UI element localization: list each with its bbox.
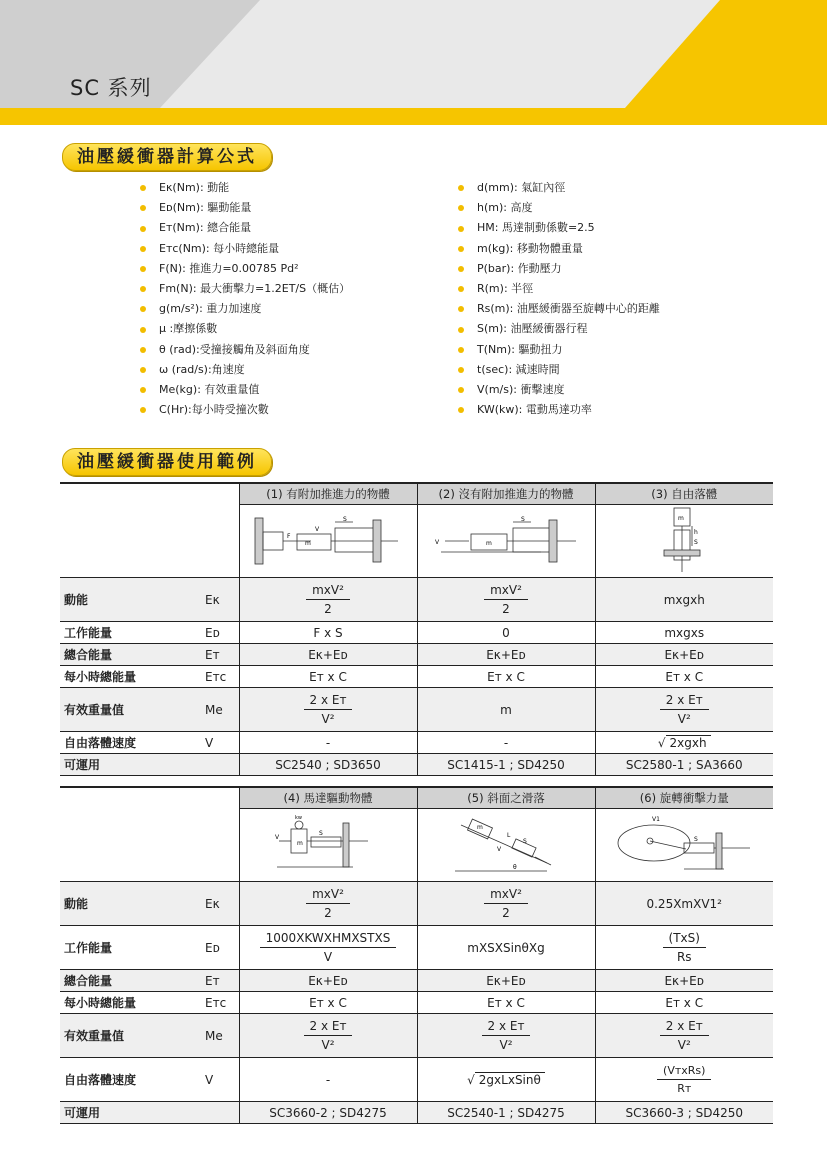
definition-text: ω (rad/s):角速度	[159, 362, 245, 376]
svg-text:S: S	[694, 835, 699, 843]
definition-text: C(Hr):每小時受撞次數	[159, 403, 269, 417]
t2-use-3: SC3660-3 ; SD4250	[595, 1102, 773, 1124]
definition-item	[458, 218, 660, 238]
t2-me-3: $\frac{\text{2 x Eᴛ}}{\text{V²}}$	[595, 1014, 773, 1058]
t2-me-1: $\frac{\text{2 x Eᴛ}}{\text{V²}}$	[239, 1014, 417, 1058]
row-label-me: 有效重量值	[60, 688, 200, 732]
bullet-icon	[458, 205, 464, 211]
svg-text:m: m	[678, 514, 685, 522]
t1-et-2: Eκ+Eᴅ	[417, 644, 595, 666]
t2-etc-2: Eᴛ x C	[417, 992, 595, 1014]
case-1-header: (1) 有附加推進力的物體	[239, 483, 417, 505]
row-label-ed: 工作能量	[60, 622, 200, 644]
bullet-icon	[140, 185, 146, 191]
formula-table-2	[60, 786, 773, 1124]
definition-item	[458, 239, 660, 259]
svg-text:S: S	[343, 515, 347, 523]
bullet-icon	[140, 286, 146, 292]
t2-etc-1: Eᴛ x C	[239, 992, 417, 1014]
page-header	[0, 0, 827, 125]
svg-text:m: m	[305, 539, 311, 547]
svg-text:h: h	[694, 528, 699, 536]
t2-ed-1: $\frac{\text{1000XKWXHMXSTXS}}{V}$	[239, 926, 417, 970]
t2-v-1: -	[239, 1058, 417, 1102]
definition-text: HM: 馬達制動係數=2.5	[477, 221, 595, 235]
bullet-icon	[140, 407, 146, 413]
definition-text: F(N): 推進力=0.00785 Pd²	[159, 261, 299, 275]
t2-me-2: $\frac{\text{2 x Eᴛ}}{\text{V²}}$	[417, 1014, 595, 1058]
t2-v-3: $\frac{\text{(VᴛxRs)}}{\text{Rᴛ}}$	[595, 1058, 773, 1102]
bullet-icon	[458, 327, 464, 333]
row-label-et-2: 總合能量	[60, 970, 200, 992]
definition-item	[140, 380, 350, 400]
t2-ed-2: mXSXSinθXg	[417, 926, 595, 970]
row-label-use-2: 可運用	[60, 1102, 200, 1124]
bullet-icon	[140, 367, 146, 373]
definition-text: Fm(N): 最大衝擊力=1.2ET/S（概估）	[159, 282, 351, 296]
row-sym-et-2: Eᴛ	[200, 970, 239, 992]
definition-item	[458, 380, 660, 400]
t2-et-2: Eκ+Eᴅ	[417, 970, 595, 992]
t1-ed-3: mxgxs	[595, 622, 773, 644]
svg-text:L: L	[507, 831, 511, 839]
definition-item	[140, 178, 350, 198]
svg-text:V: V	[315, 525, 320, 533]
t2-ek-3: 0.25XmXV1²	[595, 882, 773, 926]
bullet-icon	[458, 185, 464, 191]
bullet-icon	[458, 226, 464, 232]
definition-text: m(kg): 移動物體重量	[477, 241, 583, 255]
definition-item	[140, 259, 350, 279]
svg-text:V: V	[497, 845, 502, 853]
definition-text: Eᴅ(Nm): 驅動能量	[159, 201, 252, 215]
row-sym-et: Eᴛ	[200, 644, 239, 666]
case-5-diagram	[417, 809, 595, 882]
definition-item	[458, 178, 660, 198]
definition-item	[140, 360, 350, 380]
t1-v-1: -	[239, 732, 417, 754]
svg-text:S: S	[521, 515, 525, 523]
bullet-icon	[140, 347, 146, 353]
definition-item	[458, 198, 660, 218]
t1-ed-2: 0	[417, 622, 595, 644]
t1-etc-3: Eᴛ x C	[595, 666, 773, 688]
case-1-diagram	[239, 505, 417, 578]
section-title-examples: 油壓緩衝器使用範例	[62, 448, 272, 476]
t1-use-3: SC2580-1 ; SA3660	[595, 754, 773, 776]
bullet-icon	[458, 286, 464, 292]
definition-text: V(m/s): 衝擊速度	[477, 383, 565, 397]
definition-text: Eκ(Nm): 動能	[159, 181, 230, 194]
t1-et-1: Eκ+Eᴅ	[239, 644, 417, 666]
svg-text:V: V	[275, 833, 280, 841]
definition-text: Rs(m): 油壓緩衝器至旋轉中心的距離	[477, 302, 660, 316]
case-4-diagram	[239, 809, 417, 882]
definition-text: S(m): 油壓緩衝器行程	[477, 322, 588, 336]
definition-item	[458, 340, 660, 360]
bullet-icon	[458, 306, 464, 312]
t2-et-1: Eκ+Eᴅ	[239, 970, 417, 992]
svg-text:V: V	[435, 538, 440, 546]
t2-use-2: SC2540-1 ; SD4275	[417, 1102, 595, 1124]
row-label-use: 可運用	[60, 754, 200, 776]
t2-ek-2: $\frac{\text{mxV²}}{2}$	[417, 882, 595, 926]
case-6-header: (6) 旋轉衝擊力量	[595, 787, 773, 809]
svg-text:kw: kw	[295, 814, 302, 821]
case-5-header: (5) 斜面之滑落	[417, 787, 595, 809]
row-sym-me: Me	[200, 688, 239, 732]
definitions-right	[458, 178, 660, 420]
header-background	[0, 0, 827, 125]
t2-etc-3: Eᴛ x C	[595, 992, 773, 1014]
row-sym-ed-2: Eᴅ	[200, 926, 239, 970]
t1-me-3: $\frac{\text{2 x Eᴛ}}{\text{V²}}$	[595, 688, 773, 732]
definition-item	[458, 319, 660, 339]
row-label-me-2: 有效重量值	[60, 1014, 200, 1058]
definition-item	[140, 319, 350, 339]
row-label-etc: 每小時總能量	[60, 666, 200, 688]
section-title-formulas: 油壓緩衝器計算公式	[62, 143, 272, 171]
t1-etc-1: Eᴛ x C	[239, 666, 417, 688]
t1-ek-2: $\frac{\text{mxV²}}{2}$	[417, 578, 595, 622]
definition-item	[140, 299, 350, 319]
svg-text:θ: θ	[513, 863, 517, 871]
formula-table-1	[60, 482, 773, 776]
case-2-diagram	[417, 505, 595, 578]
definition-text: Eᴛᴄ(Nm): 每小時總能量	[159, 241, 280, 255]
svg-text:m: m	[486, 539, 492, 547]
t1-me-2: m	[417, 688, 595, 732]
row-label-v: 自由落體速度	[60, 732, 200, 754]
svg-text:S: S	[319, 829, 323, 837]
t2-ek-1: $\frac{\text{mxV²}}{2}$	[239, 882, 417, 926]
bullet-icon	[458, 347, 464, 353]
t1-me-1: $\frac{\text{2 x Eᴛ}}{\text{V²}}$	[239, 688, 417, 732]
definition-text: KW(kw): 電動馬達功率	[477, 403, 592, 417]
bullet-icon	[140, 387, 146, 393]
t1-etc-2: Eᴛ x C	[417, 666, 595, 688]
row-sym-ek: Eκ	[200, 578, 239, 622]
case-6-diagram	[595, 809, 773, 882]
row-sym-v: V	[200, 732, 239, 754]
row-sym-ek-2: Eκ	[200, 882, 239, 926]
row-label-etc-2: 每小時總能量	[60, 992, 200, 1014]
definition-item	[458, 299, 660, 319]
definition-text: P(bar): 作動壓力	[477, 261, 562, 275]
definition-item	[140, 239, 350, 259]
definition-text: Me(kg): 有效重量值	[159, 383, 260, 397]
bullet-icon	[458, 387, 464, 393]
bullet-icon	[458, 367, 464, 373]
definition-text: h(m): 高度	[477, 201, 533, 215]
definition-text: Eᴛ(Nm): 總合能量	[159, 221, 252, 235]
definitions-left	[140, 178, 350, 420]
case-3-diagram	[595, 505, 773, 578]
definition-item	[458, 259, 660, 279]
t2-ed-3: $\frac{\text{(TxS)}}{Rs}$	[595, 926, 773, 970]
definition-item	[140, 198, 350, 218]
t1-et-3: Eκ+Eᴅ	[595, 644, 773, 666]
t2-use-1: SC3660-2 ; SD4275	[239, 1102, 417, 1124]
definition-item	[140, 279, 350, 299]
t1-v-3: √ 2xgxh	[595, 732, 773, 754]
bullet-icon	[140, 226, 146, 232]
definition-text: d(mm): 氣缸內徑	[477, 181, 566, 194]
definition-text: θ (rad):受撞接觸角及斜面角度	[159, 342, 310, 356]
row-sym-v-2: V	[200, 1058, 239, 1102]
series-title: SC 系列	[70, 76, 152, 100]
row-label-ed-2: 工作能量	[60, 926, 200, 970]
definition-item	[458, 360, 660, 380]
bullet-icon	[458, 266, 464, 272]
case-2-header: (2) 沒有附加推進力的物體	[417, 483, 595, 505]
definition-text: T(Nm): 驅動扭力	[477, 342, 563, 356]
t1-use-1: SC2540 ; SD3650	[239, 754, 417, 776]
definition-item	[458, 400, 660, 420]
definition-text: g(m/s²): 重力加速度	[159, 302, 262, 316]
definition-text: R(m): 半徑	[477, 282, 534, 296]
definition-text: t(sec): 減速時間	[477, 362, 560, 376]
row-label-v-2: 自由落體速度	[60, 1058, 200, 1102]
t1-ed-1: F x S	[239, 622, 417, 644]
case-4-header: (4) 馬達驅動物體	[239, 787, 417, 809]
definition-item	[140, 400, 350, 420]
row-sym-ed: Eᴅ	[200, 622, 239, 644]
row-sym-etc-2: Eᴛᴄ	[200, 992, 239, 1014]
row-sym-me-2: Me	[200, 1014, 239, 1058]
row-label-ek-2: 動能	[60, 882, 200, 926]
svg-text:m: m	[477, 823, 483, 831]
bullet-icon	[140, 205, 146, 211]
bullet-icon	[458, 246, 464, 252]
bullet-icon	[458, 407, 464, 413]
definition-text: μ :摩擦係數	[159, 322, 218, 336]
t1-ek-3: mxgxh	[595, 578, 773, 622]
definition-item	[458, 279, 660, 299]
t1-use-2: SC1415-1 ; SD4250	[417, 754, 595, 776]
row-label-et: 總合能量	[60, 644, 200, 666]
svg-text:F: F	[287, 532, 291, 540]
case-3-header: (3) 自由落體	[595, 483, 773, 505]
t1-ek-1: $\frac{\text{mxV²}}{2}$	[239, 578, 417, 622]
bullet-icon	[140, 306, 146, 312]
definition-item	[140, 340, 350, 360]
t2-v-2: √ 2gxLxSinθ	[417, 1058, 595, 1102]
svg-text:S: S	[694, 538, 699, 546]
row-label-ek: 動能	[60, 578, 200, 622]
svg-text:m: m	[297, 839, 303, 847]
row-sym-etc: Eᴛᴄ	[200, 666, 239, 688]
definition-item	[140, 218, 350, 238]
t1-v-2: -	[417, 732, 595, 754]
svg-text:S: S	[523, 837, 527, 845]
bullet-icon	[140, 246, 146, 252]
t2-et-3: Eκ+Eᴅ	[595, 970, 773, 992]
svg-text:V1: V1	[652, 815, 661, 823]
bullet-icon	[140, 327, 146, 333]
bullet-icon	[140, 266, 146, 272]
